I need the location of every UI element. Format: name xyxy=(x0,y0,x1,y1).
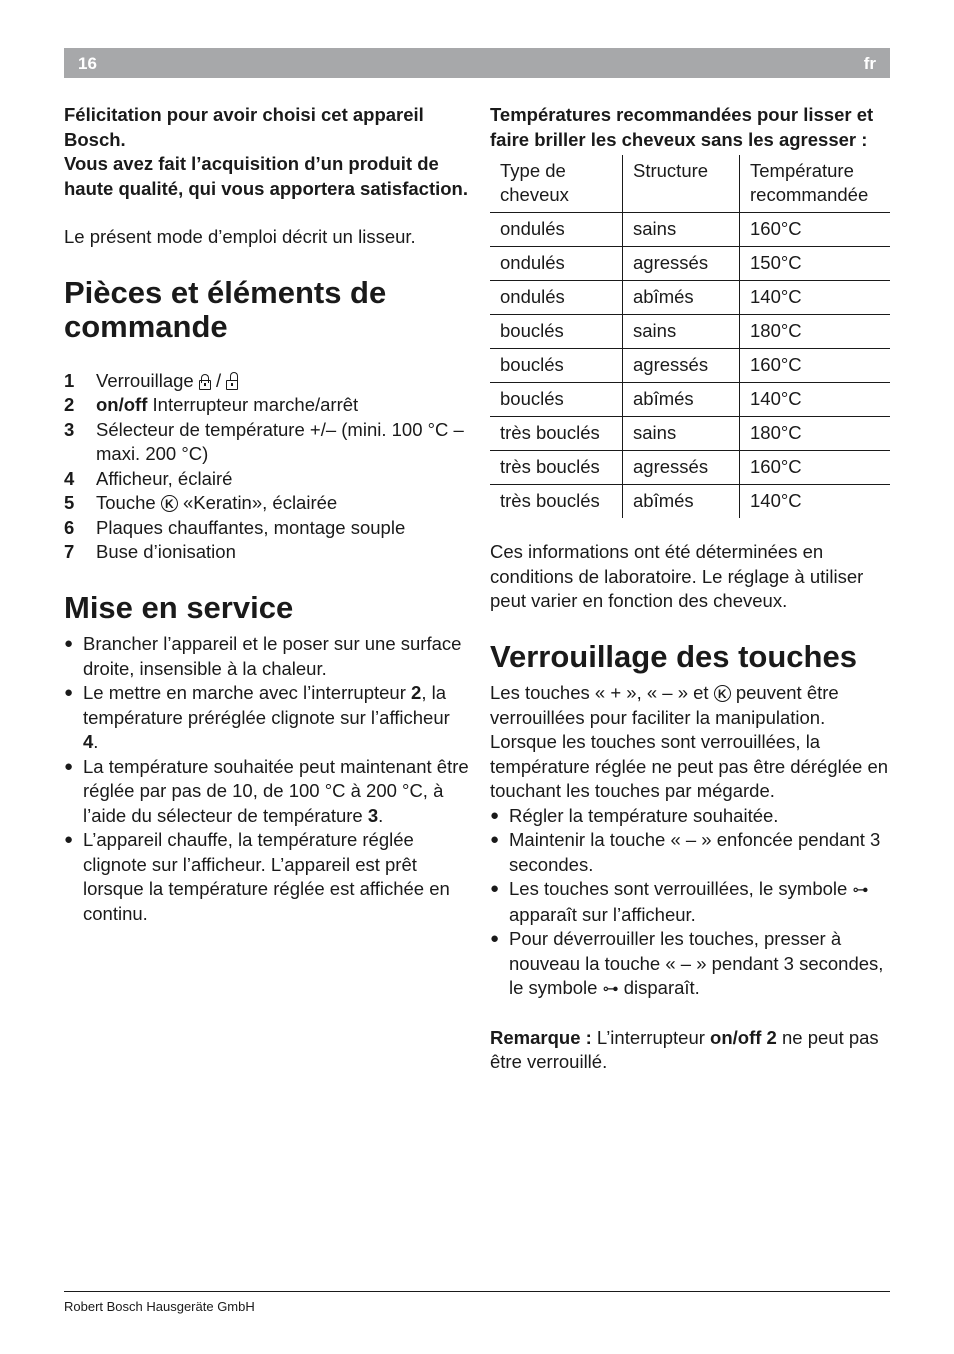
lock-open-icon xyxy=(226,374,238,388)
table-header-cell: Température recommandée xyxy=(740,155,891,213)
list-item: ● Régler la température souhaitée. xyxy=(490,804,890,829)
temps-heading: Températures recommandées pour lisser et faire briller les cheveux sans les agresser : xyxy=(490,104,874,150)
key-icon: ⊶ xyxy=(852,880,869,899)
table-row: ondulés abîmés 140°C xyxy=(490,281,890,315)
startup-list xyxy=(64,632,469,926)
table-row: très bouclés agressés 160°C xyxy=(490,451,890,485)
parts-item: 6 Plaques chauffantes, montage souple xyxy=(64,516,406,538)
table-row: ondulés agressés 150°C xyxy=(490,247,890,281)
parts-item: 1 Verrouillage / xyxy=(64,369,469,394)
parts-item: 3 Sélecteur de température +/– (mini. 100 °C – maxi. 200 °C) xyxy=(64,418,464,464)
footer-divider xyxy=(64,1291,890,1292)
table-header-cell: Type de cheveux xyxy=(500,160,569,205)
temps-note: Ces informations ont été déterminées en conditions de laboratoire. Le réglage à utiliser peut varier en fonction des cheveux. xyxy=(490,541,864,611)
page-header-bar xyxy=(64,48,890,78)
parts-item: 7 Buse d’ionisation xyxy=(64,541,236,562)
keratin-k-icon: K xyxy=(714,685,731,702)
page-number: 16 xyxy=(78,54,97,73)
table-row: très bouclés sains 180°C xyxy=(490,417,890,451)
table-row: ondulés sains 160°C xyxy=(490,213,890,247)
list-item: ● Pour déverrouiller les touches, presser à nouveau la touche « – » pendant 3 secondes, le symbole ⊶ disparaît. xyxy=(490,927,890,1002)
intro-description: Le présent mode d’emploi décrit un lisseur. xyxy=(64,226,416,247)
list-item: ● La température souhaitée peut maintenant être réglée par pas de 10, de 100 °C à 200 °C, à l’aide du sélecteur de température 3. xyxy=(64,755,469,829)
parts-item: 4 Afficheur, éclairé xyxy=(64,467,233,489)
list-item: ● L’appareil chauffe, la température réglée clignote sur l’afficheur. L’appareil est prêt lorsque la température réglée est affichée en continu. xyxy=(64,828,469,926)
startup-heading: Mise en service xyxy=(64,589,294,625)
list-item: ● Maintenir la touche « – » enfoncée pendant 3 secondes. xyxy=(490,828,890,877)
table-row: bouclés abîmés 140°C xyxy=(490,383,890,417)
table-header-cell: Structure xyxy=(623,155,740,213)
lock-paragraph: Les touches « + », « – » et K peuvent être verrouillées pour faciliter la manipulation. Lorsque les touches sont verrouillées, la température réglée ne peut pas être déréglée en touchant les touches par mégarde. xyxy=(490,682,889,801)
list-item: ● Le mettre en marche avec l’interrupteur 2, la température préréglée clignote sur l’afficheur 4. xyxy=(64,681,469,755)
table-row: très bouclés abîmés 140°C xyxy=(490,485,890,519)
intro-congrats: Félicitation pour avoir choisi cet appareil Bosch. xyxy=(64,104,424,150)
language-code: fr xyxy=(863,54,876,73)
parts-list xyxy=(64,369,469,565)
parts-item: 2 on/off Interrupteur marche/arrêt xyxy=(64,394,359,415)
footer-company: Robert Bosch Hausgeräte GmbH xyxy=(64,1299,255,1314)
key-icon: ⊶ xyxy=(602,979,619,998)
keratin-k-icon: K xyxy=(161,495,178,512)
intro-quality: Vous avez fait l’acquisition d’un produit de haute qualité, qui vous apportera satisfaction. xyxy=(64,153,468,199)
list-item: ● Brancher l’appareil et le poser sur une surface droite, insensible à la chaleur. xyxy=(64,632,469,681)
left-column xyxy=(64,103,469,926)
remark: Remarque : L’interrupteur on/off 2 ne peut pas être verrouillé. xyxy=(490,1026,879,1072)
parts-heading: Pièces et éléments de commande xyxy=(64,274,387,344)
right-column xyxy=(490,103,890,1075)
lock-list xyxy=(490,804,890,1002)
temperature-table xyxy=(490,155,890,518)
lock-heading: Verrouillage des touches xyxy=(490,638,857,674)
parts-item: 5 Touche K «Keratin», éclairée xyxy=(64,492,338,513)
table-row: bouclés sains 180°C xyxy=(490,315,890,349)
table-header-row xyxy=(490,155,890,213)
lock-closed-icon xyxy=(199,374,211,388)
list-item: ● Les touches sont verrouillées, le symbole ⊶ apparaît sur l’afficheur. xyxy=(490,877,890,927)
table-row: bouclés agressés 160°C xyxy=(490,349,890,383)
